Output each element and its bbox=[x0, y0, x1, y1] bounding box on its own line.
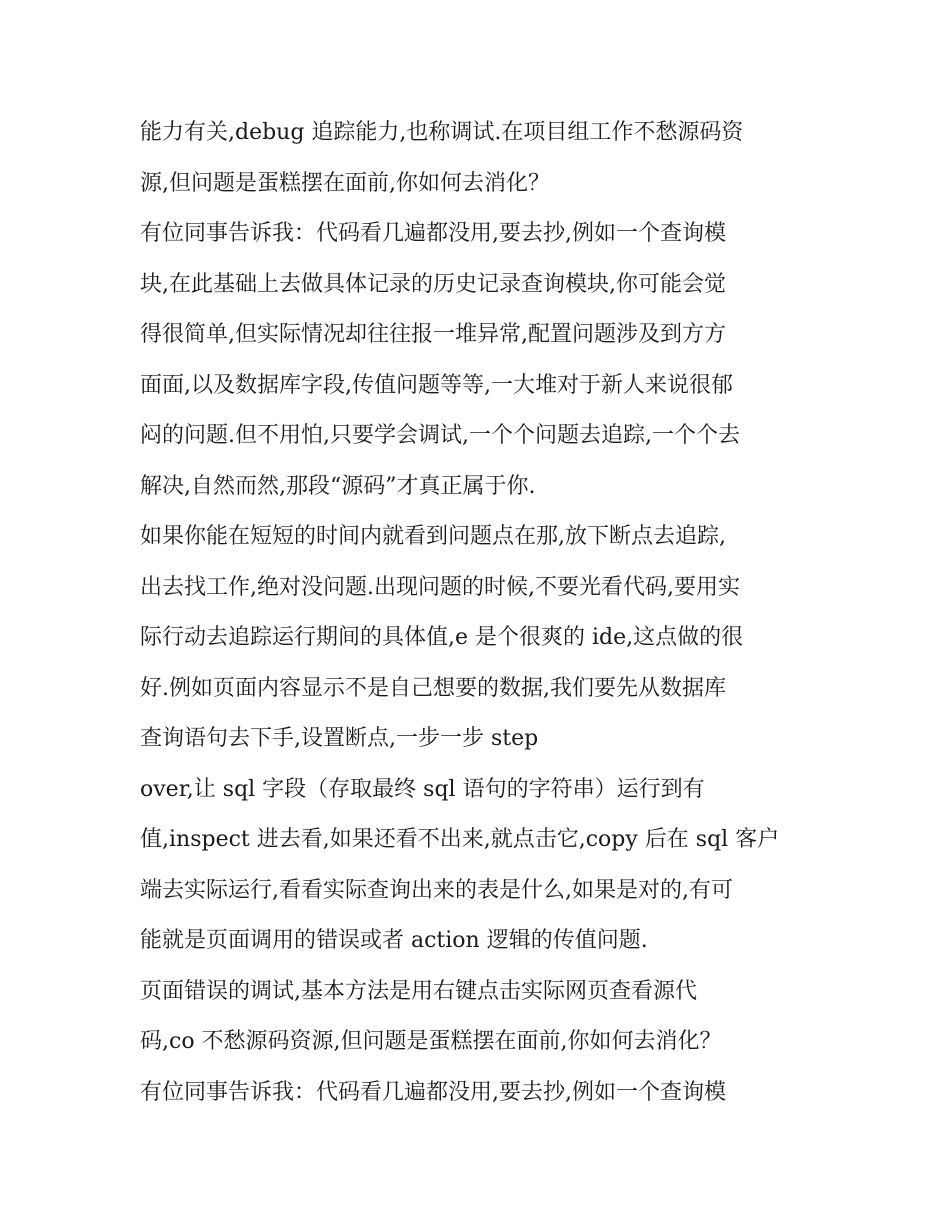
text-line: 有位同事告诉我：代码看几遍都没用,要去抄,例如一个查询模 bbox=[140, 221, 726, 246]
text-line: 得很简单,但实际情况却往往报一堆异常,配置问题涉及到方方 bbox=[140, 322, 726, 347]
text-line: 如果你能在短短的时间内就看到问题点在那,放下断点去追踪, bbox=[140, 524, 726, 549]
text-line: 有位同事告诉我：代码看几遍都没用,要去抄,例如一个查询模 bbox=[140, 1079, 726, 1105]
text-line: 源,但问题是蛋糕摆在面前,你如何去消化？ bbox=[140, 170, 550, 196]
text-line: 闷的问题.但不用怕,只要学会调试,一个个问题去追踪,一个个去 bbox=[140, 423, 740, 448]
text-line: 码,co 不愁源码资源,但问题是蛋糕摆在面前,你如何去消化？ bbox=[140, 1029, 722, 1054]
text-line: 面面,以及数据库字段,传值问题等等,一大堆对于新人来说很郁 bbox=[140, 372, 733, 398]
text-line: 出去找工作,绝对没问题.出现问题的时候,不要光看代码,要用实 bbox=[140, 574, 740, 600]
text-line: over,让 sql 字段（存取最终 sql 语句的字符串）运行到有 bbox=[140, 776, 705, 802]
text-line: 解决,自然而然,那段“源码”才真正属于你. bbox=[140, 473, 536, 499]
text-line: 块,在此基础上去做具体记录的历史记录查询模块,你可能会觉 bbox=[140, 271, 726, 297]
text-line: 端去实际运行,看看实际查询出来的表是什么,如果是对的,有可 bbox=[140, 877, 733, 903]
text-line: 能就是页面调用的错误或者 action 逻辑的传值问题. bbox=[140, 928, 648, 953]
text-line: 能力有关,debug 追踪能力,也称调试.在项目组工作不愁源码资 bbox=[140, 120, 744, 145]
text-line: 页面错误的调试,基本方法是用右键点击实际网页查看源代 bbox=[140, 978, 697, 1004]
text-line: 好.例如页面内容显示不是自己想要的数据,我们要先从数据库 bbox=[140, 675, 726, 701]
text-line: 际行动去追踪运行期间的具体值,e 是个很爽的 ide,这点做的很 bbox=[140, 625, 744, 650]
text-line: 值,inspect 进去看,如果还看不出来,就点击它,copy 后在 sql 客户 bbox=[140, 827, 780, 852]
text-line: 查询语句去下手,设置断点,一步一步 step bbox=[140, 726, 539, 751]
document-body bbox=[140, 108, 820, 1118]
